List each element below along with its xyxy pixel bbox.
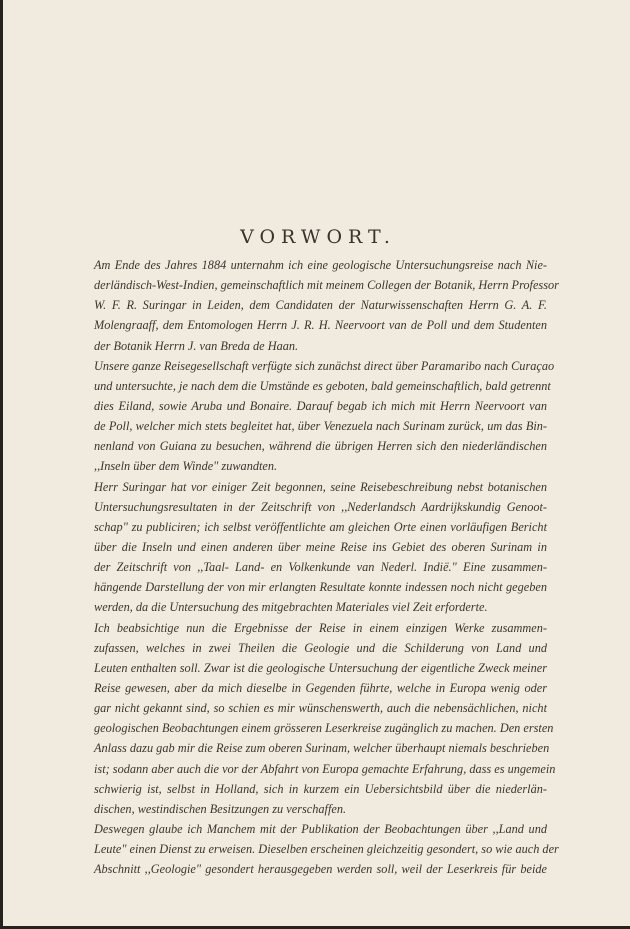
text-line: nenland von Guiana zu besuchen, während die übrigen Herren sich den niederländischen <box>94 439 547 454</box>
text-line: Unsere ganze Reisegesellschaft verfügte sich zunächst direct über Paramaribo nach Curaçao <box>94 358 555 373</box>
text-line: Leute" einen Dienst zu erweisen. Dieselben erscheinen gleichzeitig gesondert, so wie auch der <box>94 842 559 857</box>
text-line: schap" zu publiciren; ich selbst veröffentlichte am gleichen Orte einen vorläufigen Bericht <box>94 519 547 534</box>
text-line: Am Ende des Jahres 1884 unternahm ich eine geologische Untersuchungsreise nach Nie- <box>94 258 547 272</box>
text-line: W. F. R. Suringar in Leiden, dem Candidaten der Naturwissenschaften Herrn G. A. F. <box>94 298 547 313</box>
text-line: Untersuchungsresultaten in der Zeitschrift von ,,Nederlandsch Aardrijkskundig Genoot- <box>94 499 547 514</box>
text-line: der Botanik Herrn J. van Breda de Haan. <box>94 338 299 353</box>
text-line: ist; sodann aber auch die vor der Abfahrt von Europa gemachte Erfahrung, dass es ungemein <box>94 761 556 776</box>
text-line: gar nicht gekannt sind, so schien es mir wünschenswerth, auch die nebensächlichen, nicht <box>94 701 547 716</box>
text-line: und untersuchte, je nach dem die Umstände es geboten, bald gemeinschaftlich, bald getrennt <box>94 378 551 393</box>
text-line: geologischen Beobachtungen einem grösseren Leserkreise zugänglich zu machen. Den ersten <box>94 721 554 736</box>
text-line: Abschnitt ,,Geologie" gesondert herausgegeben werden soll, weil der Leserkreis für beide <box>94 862 547 877</box>
preface-text <box>94 255 559 879</box>
text-line: Molengraaff, dem Entomologen Herrn J. R. H. Neervoort van de Poll und dem Studenten <box>94 318 547 333</box>
text-line: werden, da die Untersuchung des mitgebrachten Materiales viel Zeit erforderte. <box>94 600 488 615</box>
text-line: zufassen, welches in zwei Theilen die Geologie und die Schilderung von Land und <box>94 640 547 655</box>
text-line: dies Eiland, sowie Aruba und Bonaire. Darauf begab ich mich mit Herrn Neervoort van <box>94 398 547 413</box>
text-line: Anlass dazu gab mir die Reise zum oberen Surinam, welcher überhaupt niemals beschrieben <box>94 741 550 756</box>
text-line: dischen, westindischen Besitzungen zu verschaffen. <box>94 801 347 816</box>
text-line: schwierig ist, selbst in Holland, sich in kurzem ein Uebersichtsbild über die niederlän- <box>94 781 547 796</box>
text-line: hängende Darstellung der von mir erlangten Resultate konnte indessen noch nicht gegeben <box>94 580 547 595</box>
text-line: Leuten enthalten soll. Zwar ist die geologische Untersuchung der eigentliche Zweck meiner <box>94 660 547 675</box>
text-line: Reise gewesen, aber da mich dieselbe in Gegenden führte, welche in Europa wenig oder <box>94 680 547 695</box>
text-line: der Zeitschrift von ,,Taal- Land- en Volkenkunde van Nederl. Indië." Eine zusammen- <box>94 560 547 575</box>
page-title: VORWORT. <box>240 226 396 248</box>
text-line: ,,Inseln über dem Winde" zuwandten. <box>94 459 278 474</box>
text-line: Deswegen glaube ich Manchem mit der Publikation der Beobachtungen über ,,Land und <box>94 821 547 836</box>
text-line: derländisch-West-Indien, gemeinschaftlich mit meinem Collegen der Botanik, Herrn Professor <box>94 278 559 293</box>
text-line: über die Inseln und einen anderen über meine Reise ins Gebiet des oberen Surinam in <box>94 539 547 554</box>
text-line: Ich beabsichtige nun die Ergebnisse der Reise in einem einzigen Werke zusammen- <box>94 620 547 635</box>
text-line: de Poll, welcher mich stets begleitet hat, über Venezuela nach Surinam zurück, um das Bin- <box>94 419 547 434</box>
text-line: Herr Suringar hat vor einiger Zeit begonnen, seine Reisebeschreibung nebst botanischen <box>94 479 547 494</box>
